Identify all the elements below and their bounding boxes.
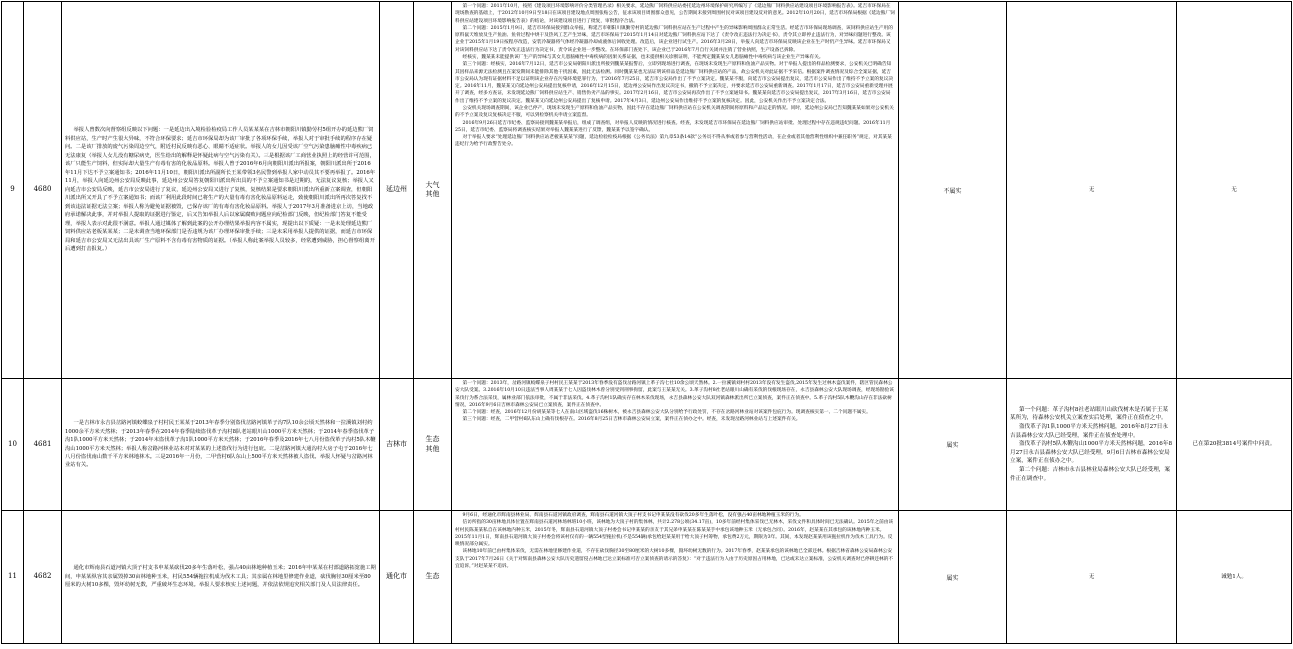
result-paragraph: 9月6日，经通化市辉南县林业局、辉南县石道河镇政府调查，辉南县石道河镇大顶子村支书记申某某没有砍伐20多年生落叶松，没有强占40亩林地种植玉米的行为。 bbox=[462, 513, 804, 518]
result-paragraph: 第三个问题：经核实，2016年7月12日，延吉市公安局朝阳川派出所接到魏某某报警后，立即到现场进行调查，在现场未发现生产原料和鱼油产品实物。对于举报人提出的样品检测要求，公安机关已明确告知其因样品来源无法检测且在案发期间未能排除其他干扰因素，因此无法检测。同时魏某某也无法证明该样品是延边熊厂饲料供应站的产品，故公安机关对此证据不予采信。根据案件调查情况及综合全案证据，延吉市公安局认为现有证据材料不足以证明该企业存在污染环境犯罪行为，于2016年7月25日，延吉市公安局作出了不予立案决定。魏某某不服，向延吉市公安局提出复议，延吉市公安局作出了维持不予立案的复议决定。2016年11月，魏某某又向延边州公安局提出复核申请，2016年12月15日，延边州公安局作出复议决定书，撤销不予立案决定，并要求延吉市公安局重新调查。2017年1月17日，延吉市公安局重新受理并展开了调查，经多方查证，未发现延边熊厂饲料供应站生产、销售伪劣产品的事实。2017年2月16日，延吉市公安局再次作出了不予立案通知书。魏某某向延吉市公安局提出复议，2017年3月16日，延吉市公安局作出了维持不予立案的复议决定。魏某某又向延边州公安局提出了复核申请。2017年4月3日，延边州公安局作出维持不予立案的复核决定。因此，公安机关作出不予立案决定合法。 bbox=[455, 62, 894, 104]
type-line: 生态 bbox=[425, 435, 440, 444]
fact-verdict: 不属实 bbox=[899, 2, 1007, 379]
table-row bbox=[2, 511, 1292, 644]
pollution-type bbox=[414, 379, 452, 511]
result-paragraph: 2016年9月26日延吉市纪委、监察局接到魏某某举报后，组成了调查组，对举报人反映的情况进行核查。经查，未发现延吉市环保局在延边熊厂饲料供应站审批、处理过程中存在违规违纪问题。2016年11月25日，延吉市纪委、监察局将调查核实结果对举报人魏某某进行了反馈，魏某某予以签字确认。 bbox=[455, 120, 891, 133]
handling-result: 无 bbox=[1007, 511, 1177, 644]
result-paragraph: 经核实，魏某某未能提供该厂生产的异味与其女儿患脑瘫性中毒疾病的因果关系证据，也未提供相关诊断证明，不能判定魏某某女儿患脑瘫性中毒疾病与该企业生产异味有关。 bbox=[462, 54, 824, 60]
accountability-note: 已在第20批3814号案件中问责。 bbox=[1177, 379, 1292, 511]
result-paragraph: 第一个问题：2013年，岔路河镇蛟蝶泉子村村民王某某于2013年春季没有盗伐岔路河镇上革子沟七社10余公顷天然林。2.一拉溪镇刘村村2013年没有发生盗伐,2015年发生过林木盗伐案件，辖区管民森林公安大队受案。3.2016年10月10日违法当事人周某某于七人因盗伐林木曾分别受到刑事拘留，此案与王某某无关。3.革子沟村8社老站眼川山确有采伐的伐根现场存在，永吉县森林公安大队现场调查，经现场勘验该采伐行为系合法采伐，属林业部门依法审批，不属于非法采伐。4.革子沟村1队确实存在林木采伐现场，永吉县森林公安大队双河镇森林派出所已立案侦查，案件正在侦查中。5.革子沟村5队木鞭沟山存在非法砍树情况，2016年9月6日吉林市森林公安局已立案侦查，案件正在侦查中。 bbox=[455, 381, 894, 408]
result-paragraph: 信访所指的30亩林地具体位置在辉南县石道河林场林班10小班，该林地为大顶子村的集体林，共计2.278公顷(34.17亩)，10多年前经村集体采伐已无林木，采伐文件和具体时间已无法确认。2015年之前由该村村民陈某某私自在该林地内种玉米，2015年冬，辉南县石道河镇大顶子村委会书记申某某的亲友于其兄弟申某某在陈某某手中承包该地种玉米（无承包合同）。2016年，赵某某在其承包的该林地内种玉米。2015年11月1日，辉南县石道河镇大顶子村委会将该村仅有的一辆554型拖拉机(不是554辆)承包给赵某某用于给大顶子村筹物，承包费2万元，期限为3年。其间，本发现赵某某用该拖拉机作为伐木工具行为。反映情况部分属实。 bbox=[455, 520, 894, 548]
type-line: 生态 bbox=[425, 572, 440, 581]
complaint-table bbox=[1, 1, 1292, 644]
result-paragraph: 第一个问题：2011年10月，按照《建设项目环境影响评价分类管理名录》相关要求，延边熊厂饲料供应站委托延边州环境保护研究所编写了《延边熊厂饲料供应站建设项目环境影响报告表》。延吉市环保局在现场勘查的基础上，于2012年10月9日至18日在该项目建设地点周围张贴公告，征求该项目周围群众意见，公告期间未接到周围村民对该项目建设反对的意见。2012年10月20日，延吉市环保局根据《延边熊厂饲料供应站建设项目环境影响报告表》的结论，对该建设项目进行了批复，审批程序合法。 bbox=[455, 4, 895, 24]
pollution-type bbox=[414, 511, 452, 644]
result-paragraph: 该林地10年前已由村集体采伐，无需在林地里修建作业道，不存在砍伐胸径30至80厘米的大树10多棵，毁坏幼树无数的行为。2017年春季，赵某某承包的该林地已全部还林。根据吉林省森林公安局森林公安支队于2017年7月26日《关于对辉南县森林公安大队历史遗留侵占林地已达立案标准可否立案侦查的请示的答复》：“对于违法行为人由于历史原因占用林地，已达或未达立案标准，公安机关调查时已停耕还林的不宜追诉，”对赵某某不追诉。 bbox=[455, 549, 894, 569]
result-paragraph: 第二个问题：经查，2016年12月份胡某某等七人在南山区域盗伐16株树木，被永吉县森林公安大队分别给予行政处罚，不存在岔路河林业站对该案件包庇行为。现调查核实第一、二个问题不属实。 bbox=[462, 410, 871, 416]
row-number: 11 bbox=[2, 511, 24, 644]
fact-verdict: 属实 bbox=[899, 511, 1007, 644]
complaint-content: 举报人曾数次向督察组反映以下问题：一是延边出入境检验检疫局工作人员某某某在吉林市朝阳川镇勤劳村5组开办的延边熊厂饲料供应站，生产时产生很大异味，不符合环保要求；延吉市环保局却为该厂审批了各项环保手续，举报人对于审批手续的程序存在疑问。二是该厂排放的废气污染周边空气，附近村民反映有恶心、眼睛不适症状。举报人的女儿因受该厂空气污染患脑瘫性中毒疾病已无法康复（举报人女儿没有糖尿病史，医生给出的解释是怀疑此病与空气污染有关）。三是根据该厂工商营业执照上的经营许可范围，该厂只能生产饲料，但实际却大量生产有毒有害的化妆品原料。举报人曾于2016年6月向朝阳川派出所报案，朝阳川派出所于2016年11月下达不予立案通知书；2016年11月10日，朝阳川派出所副所长王某带领3名民警到举报人家中动员其不要再举报了。2016年11月，举报人向延边州公安局反映此事，延边州公安局答复朝阳川派出所出具的不予立案通知书是过期的，无法复议复核；举报人又向延吉市公安局反映，延吉市公安局进行了复议，延边州公安局又进行了复核，复核结果是要求朝阳川派出所重新立案调查，但朝阳川派出所又开具了不予立案通知书；而该厂利用此段时间已将生产的大量有毒有害化妆品原料运走，致使朝阳川派出所再次答复找不到该违法证据无法立案；举报人称为避免证据被毁，已保存该厂的有毒有害化妆品原料。举报人于2017年3月准备进京上访，当地政府承诺解决此事，并对举报人提取的证据进行鉴定，后又告知举报人后以家属腐败问题应向纪检部门反映，但纪检部门答复不能受理，举报人表示对此很不满意。举报人通过媒体了解到此案的公开办理结果举报内容不属实，现提出以下质疑：一是未处理延边熊厂饲料供应站老板某某某；二是未调查当地环保部门是否违规为该厂办理环保审批手续；三是未采用举报人提供的证据，而延吉市环保局和延吉市公安局又无法出具该厂生产原料不含有毒有害物质的证据。（举报人称此案举报人员较多，经常遭到威胁，担心督察组离开后遭到打击报复。） bbox=[62, 2, 380, 379]
case-code: 4681 bbox=[24, 379, 62, 511]
table-row bbox=[2, 379, 1292, 511]
case-code: 4680 bbox=[24, 2, 62, 379]
result-paragraph: 公安机关现场调查期间，该企业已停产，现场未发现生产原料和鱼油产品实物，因此不存在延边熊厂饲料供应站在公安机关调查期间将原料和产品运走的情况。同时，延边州公安局已告知魏某某如果对公安机关的不予立案及复议复核决定不服，可以到检察机关申请立案监督。 bbox=[455, 105, 894, 119]
pollution-type bbox=[414, 2, 452, 379]
table-row bbox=[2, 2, 1292, 379]
result-paragraph: 对于举报人要求“处理延边熊厂饲料供应站老板某某某”问题，延边检验检疫局根据《公务员法》第九章53条14款“公务员不得从事或者参与营利性活动，在企业或者其他营利性组织中兼任职务”规定，对其某某违纪行为给予行政警告处分。 bbox=[455, 135, 892, 148]
admin-area: 吉林市 bbox=[380, 379, 414, 511]
investigation-result bbox=[452, 2, 899, 379]
type-line: 其他 bbox=[425, 190, 440, 198]
handling-paragraph: 第一个问题：革子沟村8社老站眼川山砍伐树木是否属于王某某所为，待森林公安机关立案查实后处理，案件正在侦查之中。 bbox=[1010, 406, 1168, 422]
accountability-note: 无 bbox=[1177, 2, 1292, 379]
handling-result: 无 bbox=[1007, 2, 1177, 379]
handling-paragraph: 盗伐革子沟1队1000平方米天然林问题，2016年8月27日永吉县森林公安大队已经受理，案件正在侦查处理中。 bbox=[1010, 423, 1168, 439]
admin-area: 延边州 bbox=[380, 2, 414, 379]
result-paragraph: 第二个问题：2015年1月9日，延吉市环保局接到群众举报，称延吉市朝阳川镇勤劳村的延边熊厂饲料供应站在生产过程中产生的异味影响周围群众正常生活。经延吉市环保局现场调查，该饲料供应站生产用的原料鼠天堆放及生产鱼油、鱼骨过程中烘干及热风工艺产生异味，延吉市环保局于2015年1月14日对延边熊厂饲料供应站下达了《责令改正违法行为决定书》，责令其立即停止违法行为，对异味问题进行整改。该企业于2015年1月19日按程序改造，安装冷凝器将气体经冷凝器冷却成液体后回收处理。改造后，该企业进行试生产。2016年3月28日，举报人向延吉市环保局反映该企业在生产时仍产生异味。延吉市环保局又对该饲料供应站下达了责令改正违法行为决定书，责令该企业进一步整改。在环保部门查处下，该企业已于2016年7月自行关闭并注销了营业执照，生产设备已拆除。 bbox=[455, 25, 893, 53]
fact-verdict: 属实 bbox=[899, 379, 1007, 511]
complaint-content: 通化市辉南县石道河镇大顶子村支书申某某砍伐20多年生落叶松，强占40亩林地种植玉米；2016年申某某在村部道路拓宽施工期间，申某某纵容其亲属毁掉30亩林地种玉米，村民554辆拖拉机成为伐木工具；其亲属在林地里修建作业道，砍伐胸径30厘米至80厘米的大树10多棵，毁坏幼树无数，严重破坏生态环境。举报人要求核实上述问题，并依法依规追究相关部门及人员法律责任。 bbox=[62, 511, 380, 644]
row-number: 9 bbox=[2, 2, 24, 379]
row-number: 10 bbox=[2, 379, 24, 511]
result-paragraph: 第三个问题：经查，二甲营村6队东山上确有伐根存在。2016年8月25日吉林市森林公安局立案，案件正在侦办之中。经查，未发现岔路河林业站与上述案件有关。 bbox=[462, 417, 801, 423]
investigation-result bbox=[452, 511, 899, 644]
handling-paragraph: 第二个问题：吉林市永吉县林业局森林公安大队已经受理，案件正在调查中。 bbox=[1010, 467, 1170, 482]
type-line: 大气 bbox=[425, 180, 440, 189]
accountability-note: 诫勉1人。 bbox=[1177, 511, 1292, 644]
type-line: 其他 bbox=[425, 444, 440, 453]
handling-paragraph: 盗伐革子沟村5队木鞭沟山1000平方米天然林问题，2016年8月27日永吉县森林公安大队已经受理，9月6日吉林市森林公安局立案，案件正在侦办之中。 bbox=[1010, 441, 1173, 465]
handling-result bbox=[1007, 379, 1177, 511]
complaint-content: 一是吉林市永吉县岔路河镇蛟蝶泉子村村民王某某于2013年春季分别盗伐岔路河镇革子沟7队10余公顷天然林和一拉溪镇刘村约1000余平方米天然林；于2013年春季在2014年春季陆续盗伐革子沟村8队老站眼川山1000平方米天然林；于2014年春季盗伐革子沟1队1000平方米天然林；于2014年末盗伐革子沟1队1000平方米天然林；于2016年春季及2016年七八月份盗伐革子沟村5队木鞭沟山1000平方米天然林；举报人称岔路河林业站本对对某某的上述盗伐行为进行包庇。二是岔路河镇大通沟村大房子屯于2016年七八月份盗伐南山数千平方米林地林木。三是2016年一月份，二甲营村6队东山上500平方米天然林被人盗伐。举报人怀疑与岔路河林业站有关。 bbox=[62, 379, 380, 511]
admin-area: 通化市 bbox=[380, 511, 414, 644]
case-code: 4682 bbox=[24, 511, 62, 644]
investigation-result bbox=[452, 379, 899, 511]
